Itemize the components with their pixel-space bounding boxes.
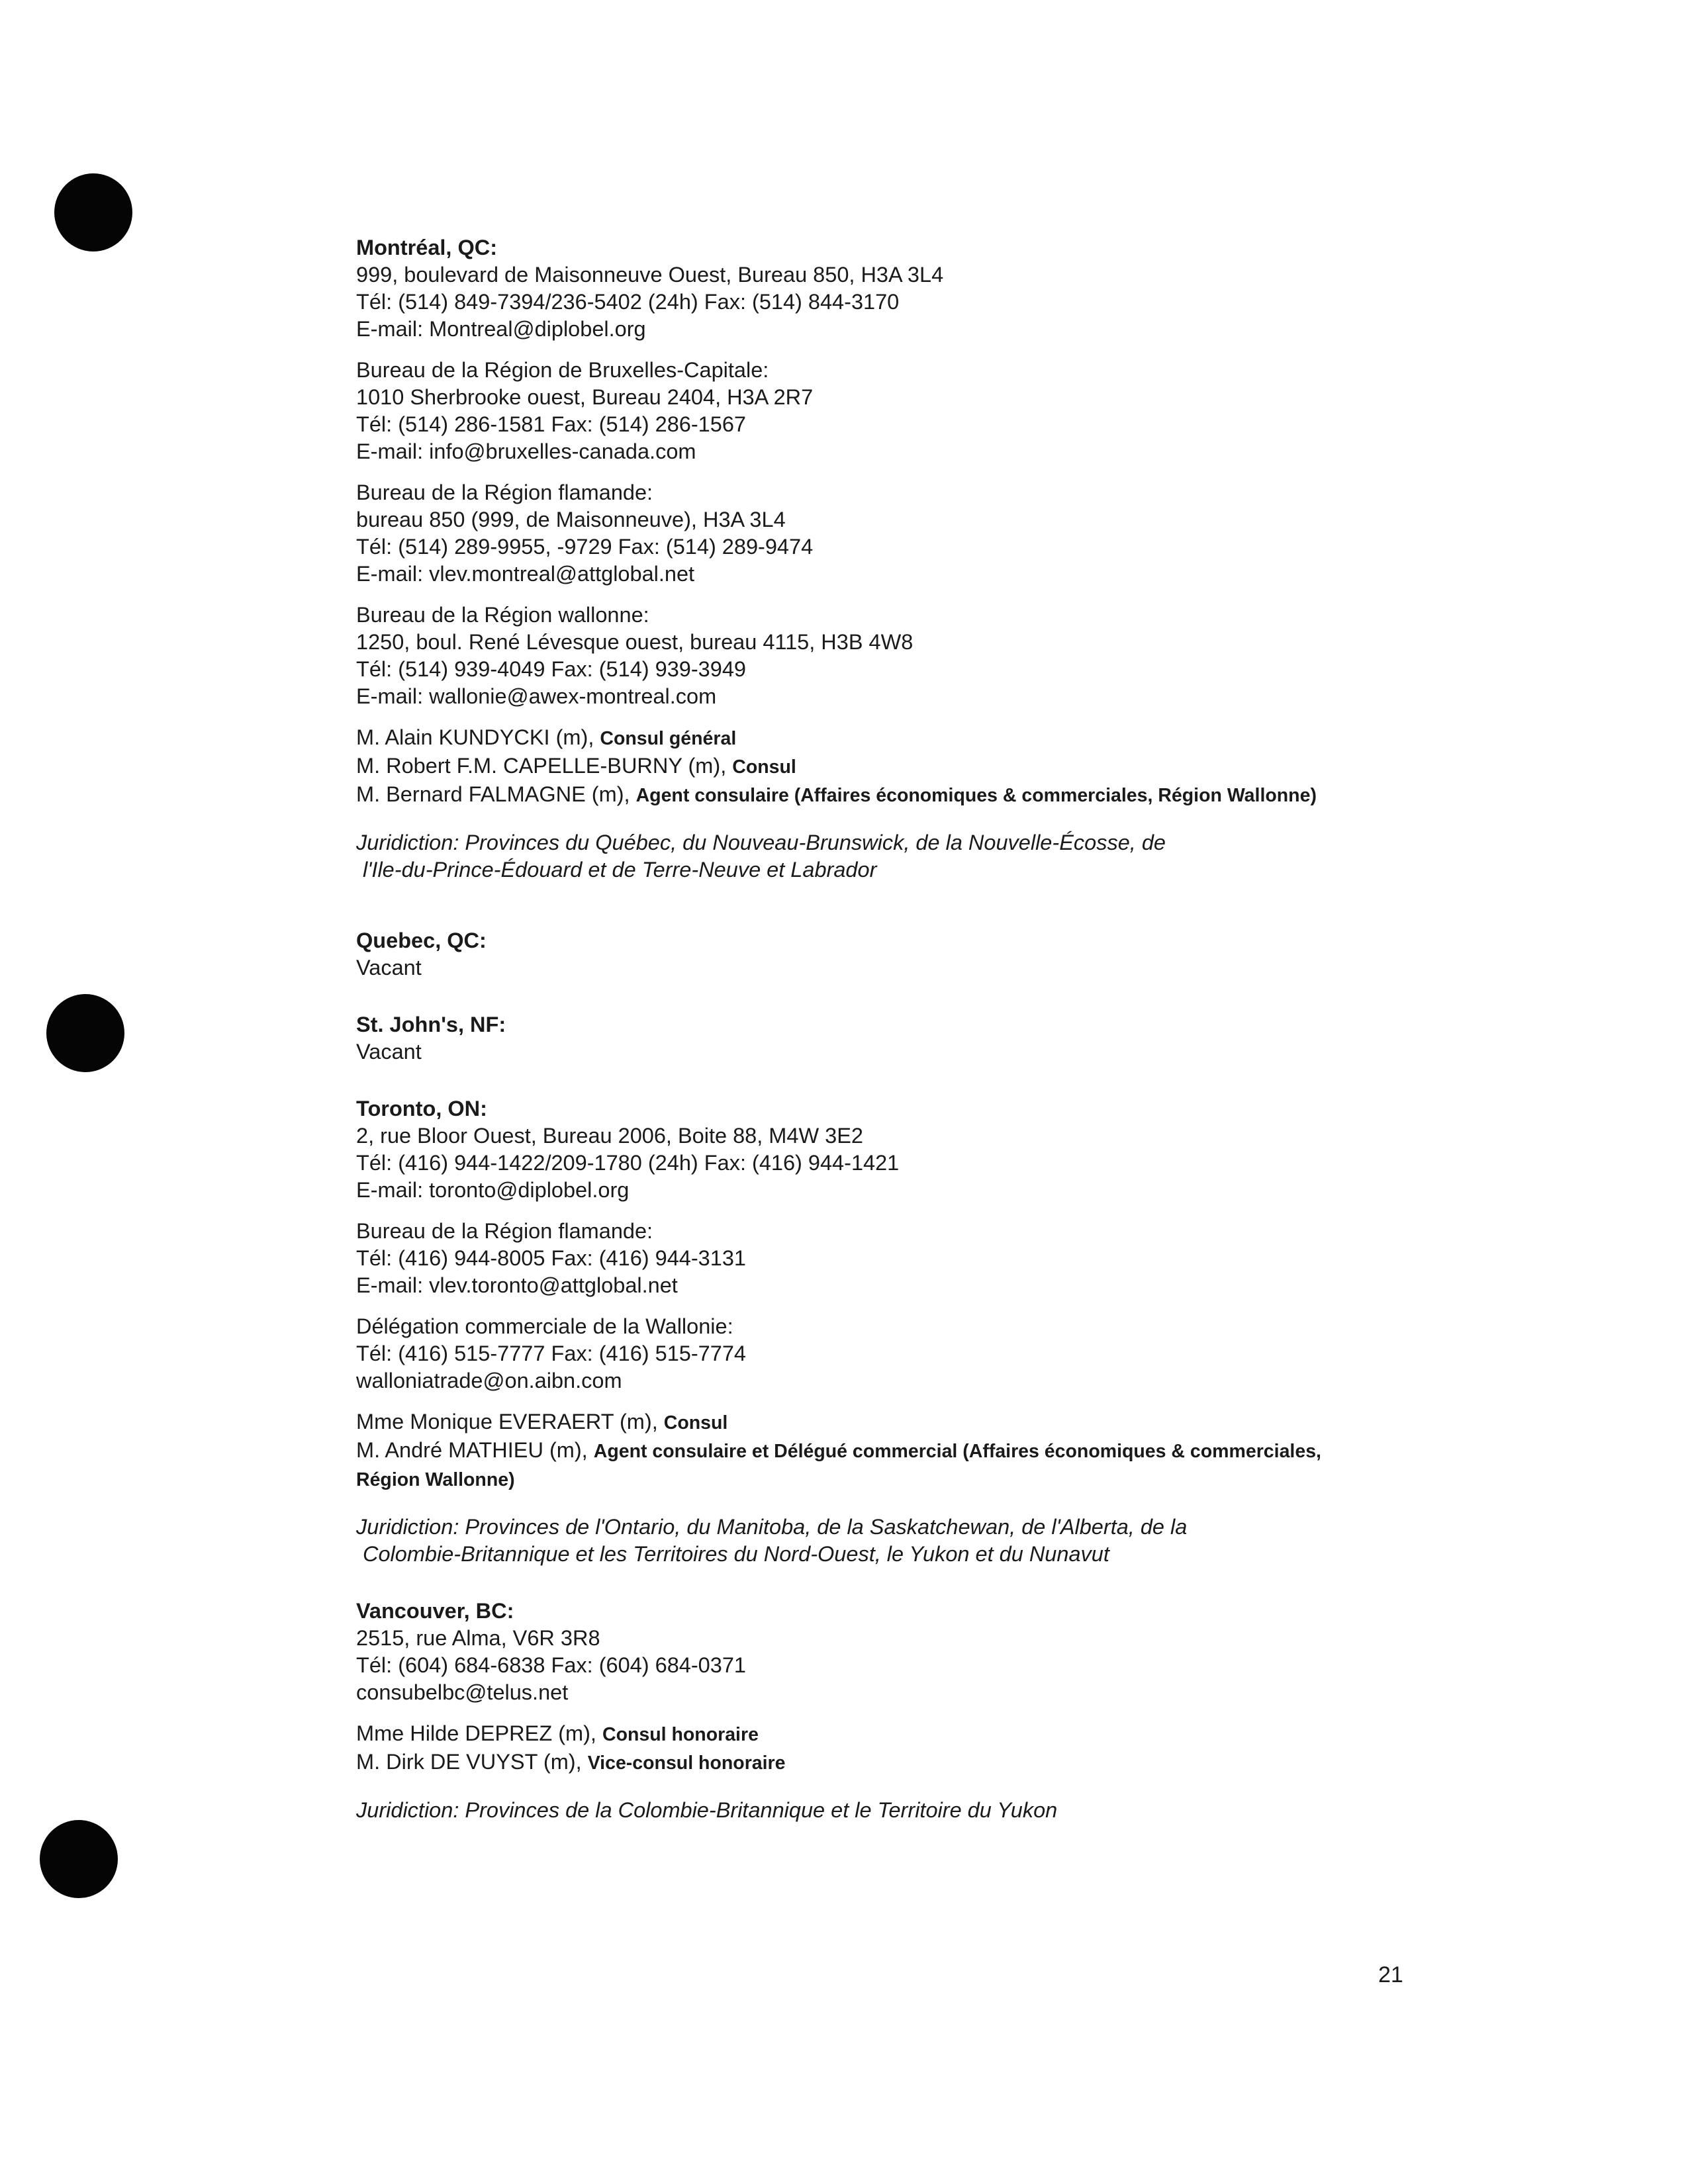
email-line: E-mail: wallonie@awex-montreal.com	[356, 684, 717, 708]
binder-hole	[54, 173, 132, 251]
section-heading: Quebec, QC:	[356, 929, 487, 952]
office-name: Délégation commerciale de la Wallonie:	[356, 1314, 733, 1338]
office-block	[356, 1313, 1323, 1394]
phone-line: Tél: (416) 515-7777 Fax: (416) 515-7774	[356, 1342, 746, 1365]
office-block	[356, 479, 1323, 588]
staff-entry	[356, 752, 1323, 781]
office-name: Bureau de la Région flamande:	[356, 1219, 653, 1243]
jurisdiction-line: Juridiction: Provinces du Québec, du Nouveau-Brunswick, de la Nouvelle-Écosse, de	[356, 831, 1166, 854]
address-block	[356, 1122, 1323, 1204]
staff-name: M. Dirk DE VUYST (m),	[356, 1750, 582, 1774]
staff-entry	[356, 1720, 1323, 1749]
address-line: 2515, rue Alma, V6R 3R8	[356, 1626, 600, 1650]
email-line: consubelbc@telus.net	[356, 1680, 569, 1704]
staff-list	[356, 1720, 1323, 1777]
address-line: 1250, boul. René Lévesque ouest, bureau 4115, H3B 4W8	[356, 630, 914, 654]
staff-entry	[356, 1437, 1323, 1494]
jurisdiction-note	[356, 1797, 1323, 1824]
binder-hole	[40, 1820, 118, 1898]
section-quebec	[356, 927, 1323, 981]
section-montreal	[356, 234, 1323, 884]
section-vancouver	[356, 1598, 1323, 1824]
office-block	[356, 1218, 1323, 1299]
address-line: 1010 Sherbrooke ouest, Bureau 2404, H3A 2R7	[356, 385, 814, 409]
staff-role: Consul général	[600, 728, 737, 749]
page-number: 21	[1378, 1962, 1403, 1987]
staff-role: Consul	[732, 756, 796, 778]
office-name: Bureau de la Région flamande:	[356, 480, 653, 504]
jurisdiction-line: Juridiction: Provinces de l'Ontario, du Manitoba, de la Saskatchewan, de l'Alberta, de la	[356, 1515, 1188, 1539]
staff-name: M. Robert F.M. CAPELLE-BURNY (m),	[356, 754, 727, 778]
status-text: Vacant	[356, 956, 422, 979]
staff-role: Agent consulaire et Délégué commercial (Affaires économiques & commerciales, Région Wallonne)	[356, 1441, 1321, 1490]
address-block	[356, 261, 1323, 343]
phone-line: Tél: (514) 849-7394/236-5402 (24h) Fax: (514) 844-3170	[356, 290, 900, 314]
staff-entry	[356, 1749, 1323, 1777]
email-line: E-mail: info@bruxelles-canada.com	[356, 439, 696, 463]
office-name: Bureau de la Région wallonne:	[356, 603, 649, 627]
section-heading: Montréal, QC:	[356, 236, 498, 259]
section-st-johns	[356, 1011, 1323, 1066]
staff-entry	[356, 781, 1323, 809]
email-line: E-mail: Montreal@diplobel.org	[356, 317, 646, 341]
staff-role: Agent consulaire (Affaires économiques & commerciales, Région Wallonne)	[635, 785, 1317, 806]
section-heading: St. John's, NF:	[356, 1013, 506, 1036]
status-text: Vacant	[356, 1040, 422, 1064]
phone-line: Tél: (604) 684-6838 Fax: (604) 684-0371	[356, 1653, 746, 1677]
staff-name: M. Alain KUNDYCKI (m),	[356, 725, 594, 749]
jurisdiction-note	[356, 829, 1323, 884]
address-line: 999, boulevard de Maisonneuve Ouest, Bureau 850, H3A 3L4	[356, 263, 944, 287]
email-line: E-mail: vlev.montreal@attglobal.net	[356, 562, 695, 586]
jurisdiction-line: l'Ile-du-Prince-Édouard et de Terre-Neuve et Labrador	[363, 858, 877, 882]
section-heading: Vancouver, BC:	[356, 1599, 514, 1623]
document-body	[356, 234, 1323, 1838]
phone-line: Tél: (514) 286-1581 Fax: (514) 286-1567	[356, 412, 746, 436]
jurisdiction-line: Colombie-Britannique et les Territoires du Nord-Ouest, le Yukon et du Nunavut	[363, 1542, 1109, 1566]
phone-line: Tél: (416) 944-1422/209-1780 (24h) Fax: (416) 944-1421	[356, 1151, 900, 1175]
phone-line: Tél: (514) 289-9955, -9729 Fax: (514) 289-9474	[356, 535, 814, 559]
staff-name: M. Bernard FALMAGNE (m),	[356, 782, 630, 806]
address-line: 2, rue Bloor Ouest, Bureau 2006, Boite 88, M4W 3E2	[356, 1124, 863, 1148]
address-line: bureau 850 (999, de Maisonneuve), H3A 3L4	[356, 508, 786, 531]
staff-name: Mme Monique EVERAERT (m),	[356, 1410, 658, 1433]
email-line: E-mail: toronto@diplobel.org	[356, 1178, 630, 1202]
staff-entry	[356, 1408, 1323, 1437]
staff-entry	[356, 724, 1323, 752]
office-block	[356, 357, 1323, 465]
address-block	[356, 1625, 1323, 1706]
binder-hole	[46, 994, 124, 1072]
jurisdiction-line: Juridiction: Provinces de la Colombie-Britannique et le Territoire du Yukon	[356, 1798, 1058, 1822]
staff-list	[356, 724, 1323, 809]
staff-name: Mme Hilde DEPREZ (m),	[356, 1721, 596, 1745]
staff-role: Consul honoraire	[602, 1724, 759, 1745]
office-block	[356, 602, 1323, 710]
office-name: Bureau de la Région de Bruxelles-Capitale:	[356, 358, 769, 382]
staff-role: Consul	[663, 1412, 728, 1433]
phone-line: Tél: (514) 939-4049 Fax: (514) 939-3949	[356, 657, 746, 681]
section-toronto	[356, 1095, 1323, 1568]
staff-role: Vice-consul honoraire	[587, 1752, 786, 1774]
email-line: walloniatrade@on.aibn.com	[356, 1369, 622, 1392]
staff-list	[356, 1408, 1323, 1494]
section-heading: Toronto, ON:	[356, 1097, 487, 1120]
staff-name: M. André MATHIEU (m),	[356, 1438, 588, 1462]
jurisdiction-note	[356, 1514, 1323, 1568]
phone-line: Tél: (416) 944-8005 Fax: (416) 944-3131	[356, 1246, 746, 1270]
email-line: E-mail: vlev.toronto@attglobal.net	[356, 1273, 678, 1297]
